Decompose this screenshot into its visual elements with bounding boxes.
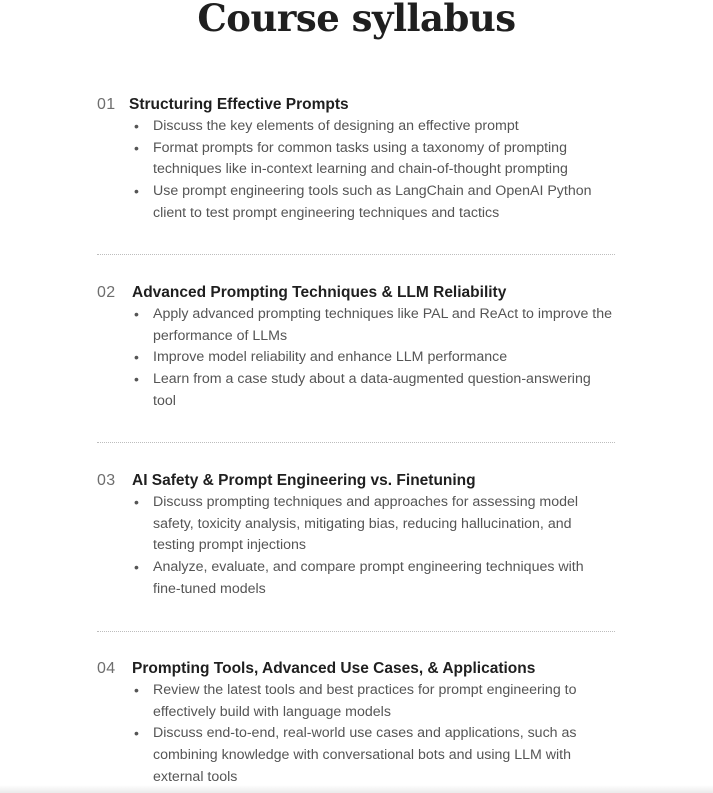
section-divider <box>97 442 615 443</box>
syllabus-module-03 <box>97 470 615 601</box>
module-topic-item: • Analyze, evaluate, and compare prompt engineering techniques with fine-tuned models <box>97 557 615 600</box>
module-title: Prompting Tools, Advanced Use Cases, & Applications <box>132 660 536 677</box>
module-number: 01 <box>97 96 116 113</box>
module-topic-item: • Discuss prompting techniques and approaches for assessing model safety, toxicity analysis, mitigating bias, reducing hallucination, and testing prompt injections <box>97 492 615 557</box>
module-topic-item: • Use prompt engineering tools such as LangChain and OpenAI Python client to test prompt engineering techniques and tactics <box>97 181 615 224</box>
module-topic-item: • Learn from a case study about a data-augmented question-answering tool <box>97 369 615 412</box>
module-title: Advanced Prompting Techniques & LLM Reliability <box>132 284 507 301</box>
module-number: 02 <box>97 284 116 301</box>
module-header <box>97 658 615 680</box>
syllabus-module-04 <box>97 658 615 789</box>
section-divider <box>97 254 615 255</box>
module-topic-list <box>97 116 615 225</box>
section-divider <box>97 631 615 632</box>
module-topic-item: • Format prompts for common tasks using a taxonomy of prompting techniques like in-context learning and chain-of-thought prompting <box>97 138 615 181</box>
module-topic-item: • Review the latest tools and best practices for prompt engineering to effectively build with language models <box>97 680 615 723</box>
syllabus-module-02 <box>97 282 615 413</box>
module-header <box>97 94 615 116</box>
module-title: AI Safety & Prompt Engineering vs. Finetuning <box>132 472 476 489</box>
module-topic-list <box>97 492 615 601</box>
module-topic-item: • Discuss the key elements of designing an effective prompt <box>97 116 615 138</box>
module-header <box>97 282 615 304</box>
module-number: 03 <box>97 472 116 489</box>
module-topic-list <box>97 680 615 789</box>
module-title: Structuring Effective Prompts <box>129 96 349 113</box>
syllabus-module-01 <box>97 94 615 225</box>
module-header <box>97 470 615 492</box>
module-topic-list <box>97 304 615 413</box>
module-topic-item: • Improve model reliability and enhance LLM performance <box>97 347 615 369</box>
module-number: 04 <box>97 660 116 677</box>
page-title: Course syllabus <box>197 0 516 40</box>
module-topic-item: • Apply advanced prompting techniques like PAL and ReAct to improve the performance of LLMs <box>97 304 615 347</box>
module-topic-item: • Discuss end-to-end, real-world use cases and applications, such as combining knowledge with conversational bots and using LLM with external tools <box>97 723 615 788</box>
scroll-edge-shadow <box>0 785 713 793</box>
